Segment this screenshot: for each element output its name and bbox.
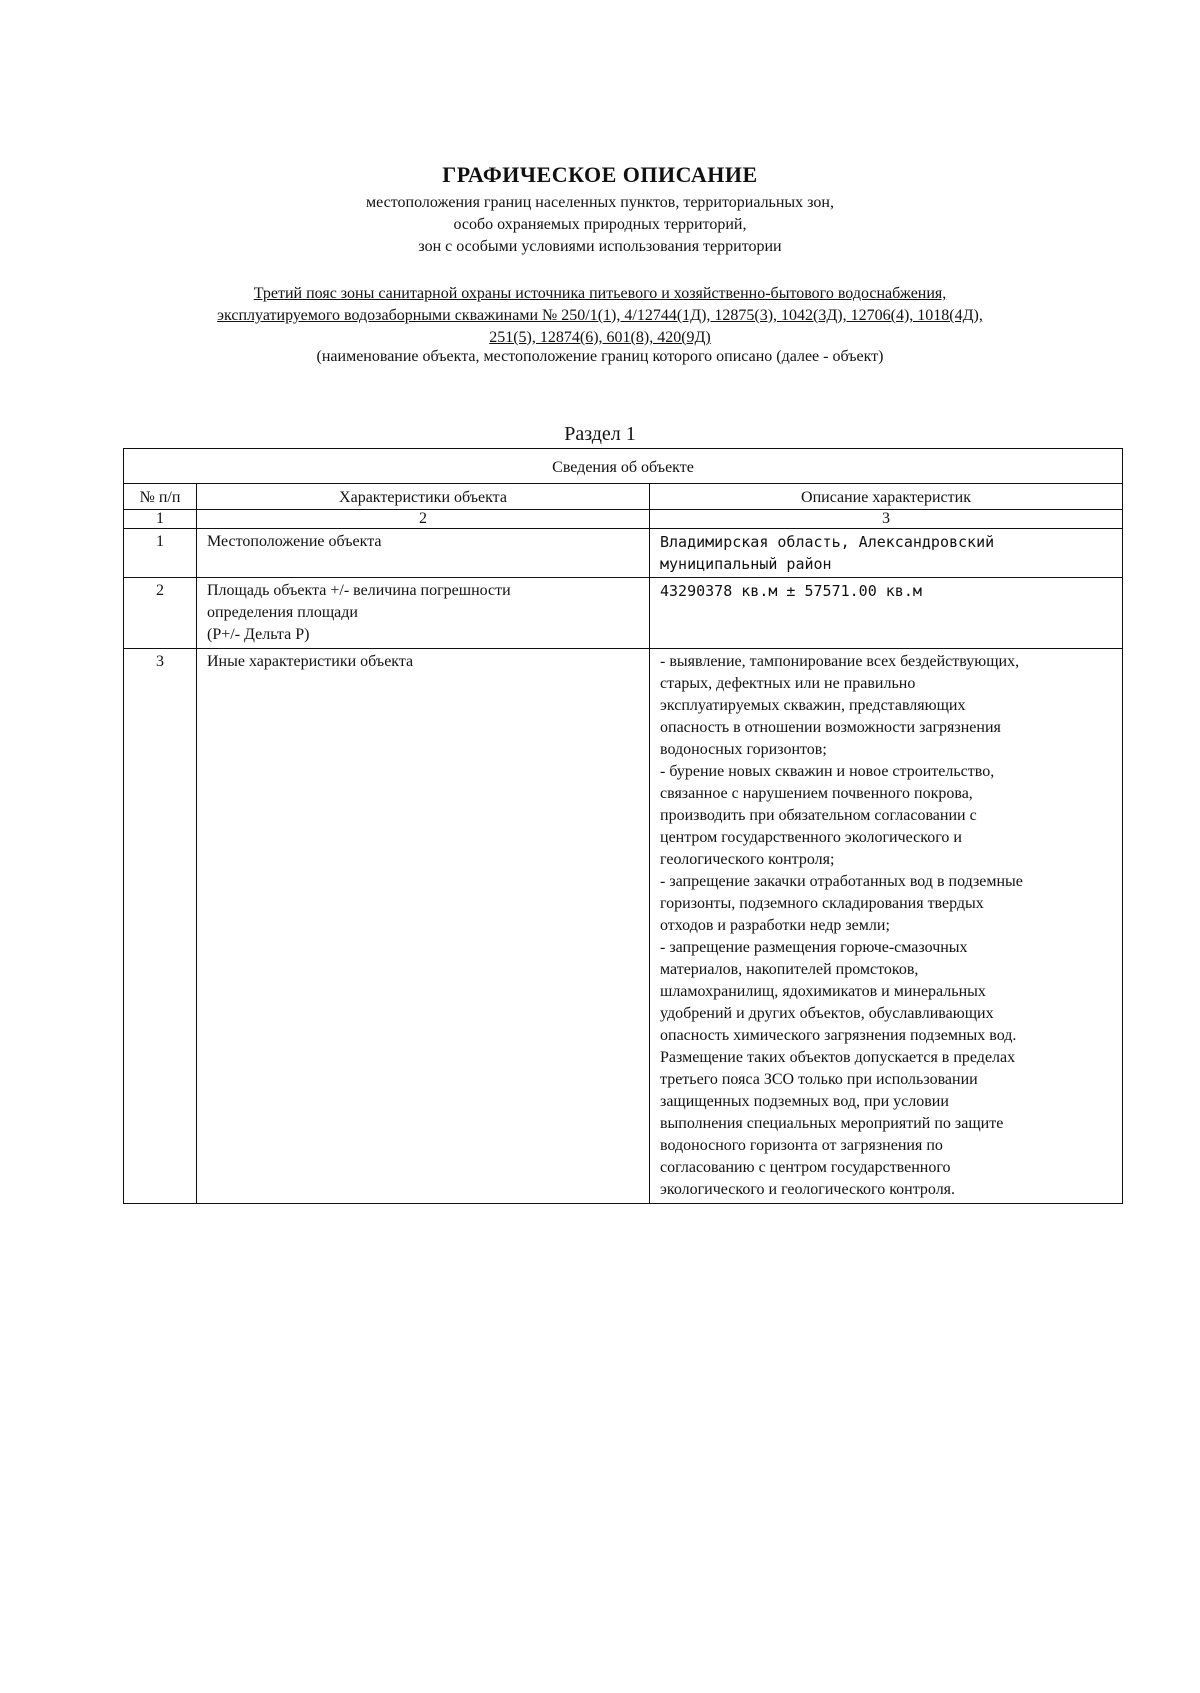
- description-line: центром государственного экологического и: [660, 829, 962, 846]
- description-line: старых, дефектных или не правильно: [660, 675, 916, 692]
- description-line: выполнения специальных мероприятий по защите: [660, 1115, 1004, 1132]
- description-line: горизонты, подземного складирования твердых: [660, 895, 984, 912]
- subtitle-line: местоположения границ населенных пунктов, территориальных зон,: [366, 194, 834, 211]
- table-row: [124, 529, 1123, 578]
- row-number: 3: [124, 649, 197, 1204]
- description-line: шламохранилищ, ядохимикатов и минеральных: [660, 983, 986, 1000]
- characteristic-line: (P+/- Дельта P): [207, 626, 310, 643]
- row-description: 43290378 кв.м ± 57571.00 кв.м: [650, 578, 1123, 649]
- column-number-row: [124, 510, 1123, 529]
- row-number: 1: [124, 529, 197, 578]
- characteristic-line: Площадь объекта +/- величина погрешности: [207, 582, 511, 599]
- description-line: материалов, накопителей промстоков,: [660, 961, 919, 978]
- column-header-characteristic: Характеристики объекта: [197, 484, 650, 510]
- description-line: муниципальный район: [660, 555, 832, 573]
- column-number: 3: [650, 510, 1123, 529]
- object-caption: (наименование объекта, местоположение границ которого описано (далее - объект): [316, 348, 884, 365]
- description-line: Владимирская область, Александровский: [660, 533, 995, 551]
- object-name-line: эксплуатируемого водозаборными скважинами № 250/1(1), 4/12744(1Д), 12875(3), 1042(3Д), 12706(4), 1018(4Д),: [217, 307, 983, 324]
- object-info-table: [123, 448, 1123, 1204]
- description-line: Размещение таких объектов допускается в пределах: [660, 1049, 1016, 1066]
- description-line: опасность в отношении возможности загрязнения: [660, 719, 1001, 736]
- object-name: [140, 283, 1060, 349]
- description-line: - запрещение размещения горюче-смазочных: [660, 939, 968, 956]
- description-line: эксплуатируемых скважин, представляющих: [660, 697, 966, 714]
- row-description: [650, 529, 1123, 578]
- row-number: 2: [124, 578, 197, 649]
- description-line: геологического контроля;: [660, 851, 835, 868]
- document-subtitle: [0, 192, 1200, 258]
- row-characteristic: Иные характеристики объекта: [197, 649, 650, 1204]
- description-line: отходов и разработки недр земли;: [660, 917, 890, 934]
- row-characteristic: [197, 578, 650, 649]
- table-header-row: [124, 484, 1123, 510]
- column-number: 2: [197, 510, 650, 529]
- description-line: водоносных горизонтов;: [660, 741, 827, 758]
- section-heading: Раздел 1: [564, 423, 636, 445]
- table-row: [124, 578, 1123, 649]
- description-line: - запрещение закачки отработанных вод в подземные: [660, 873, 1023, 890]
- description-line: удобрений и других объектов, обуславливающих: [660, 1005, 994, 1022]
- description-line: производить при обязательном согласовании с: [660, 807, 977, 824]
- description-line: связанное с нарушением почвенного покрова,: [660, 785, 973, 802]
- description-line: - выявление, тампонирование всех бездействующих,: [660, 653, 1020, 670]
- description-line: экологического и геологического контроля.: [660, 1181, 956, 1198]
- document-title: ГРАФИЧЕСКОЕ ОПИСАНИЕ: [442, 162, 758, 187]
- subtitle-line: особо охраняемых природных территорий,: [453, 216, 747, 233]
- characteristic-line: определения площади: [207, 604, 358, 621]
- description-line: согласованию с центром государственного: [660, 1159, 951, 1176]
- description-line: - бурение новых скважин и новое строительство,: [660, 763, 995, 780]
- description-line: защищенных подземных вод, при условии: [660, 1093, 949, 1110]
- table-row: [124, 649, 1123, 1204]
- description-line: водоносного горизонта от загрязнения по: [660, 1137, 943, 1154]
- column-number: 1: [124, 510, 197, 529]
- column-header-description: Описание характеристик: [650, 484, 1123, 510]
- table-caption: Сведения об объекте: [124, 449, 1123, 484]
- description-line: опасность химического загрязнения подземных вод.: [660, 1027, 1017, 1044]
- column-header-num: № п/п: [124, 484, 197, 510]
- subtitle-line: зон с особыми условиями использования территории: [418, 238, 782, 255]
- object-name-line: Третий пояс зоны санитарной охраны источника питьевого и хозяйственно-бытового водоснабжения,: [253, 285, 947, 302]
- object-name-line: 251(5), 12874(6), 601(8), 420(9Д): [489, 329, 711, 346]
- row-description: [650, 649, 1123, 1204]
- row-characteristic: Местоположение объекта: [197, 529, 650, 578]
- description-line: третьего пояса ЗСО только при использовании: [660, 1071, 978, 1088]
